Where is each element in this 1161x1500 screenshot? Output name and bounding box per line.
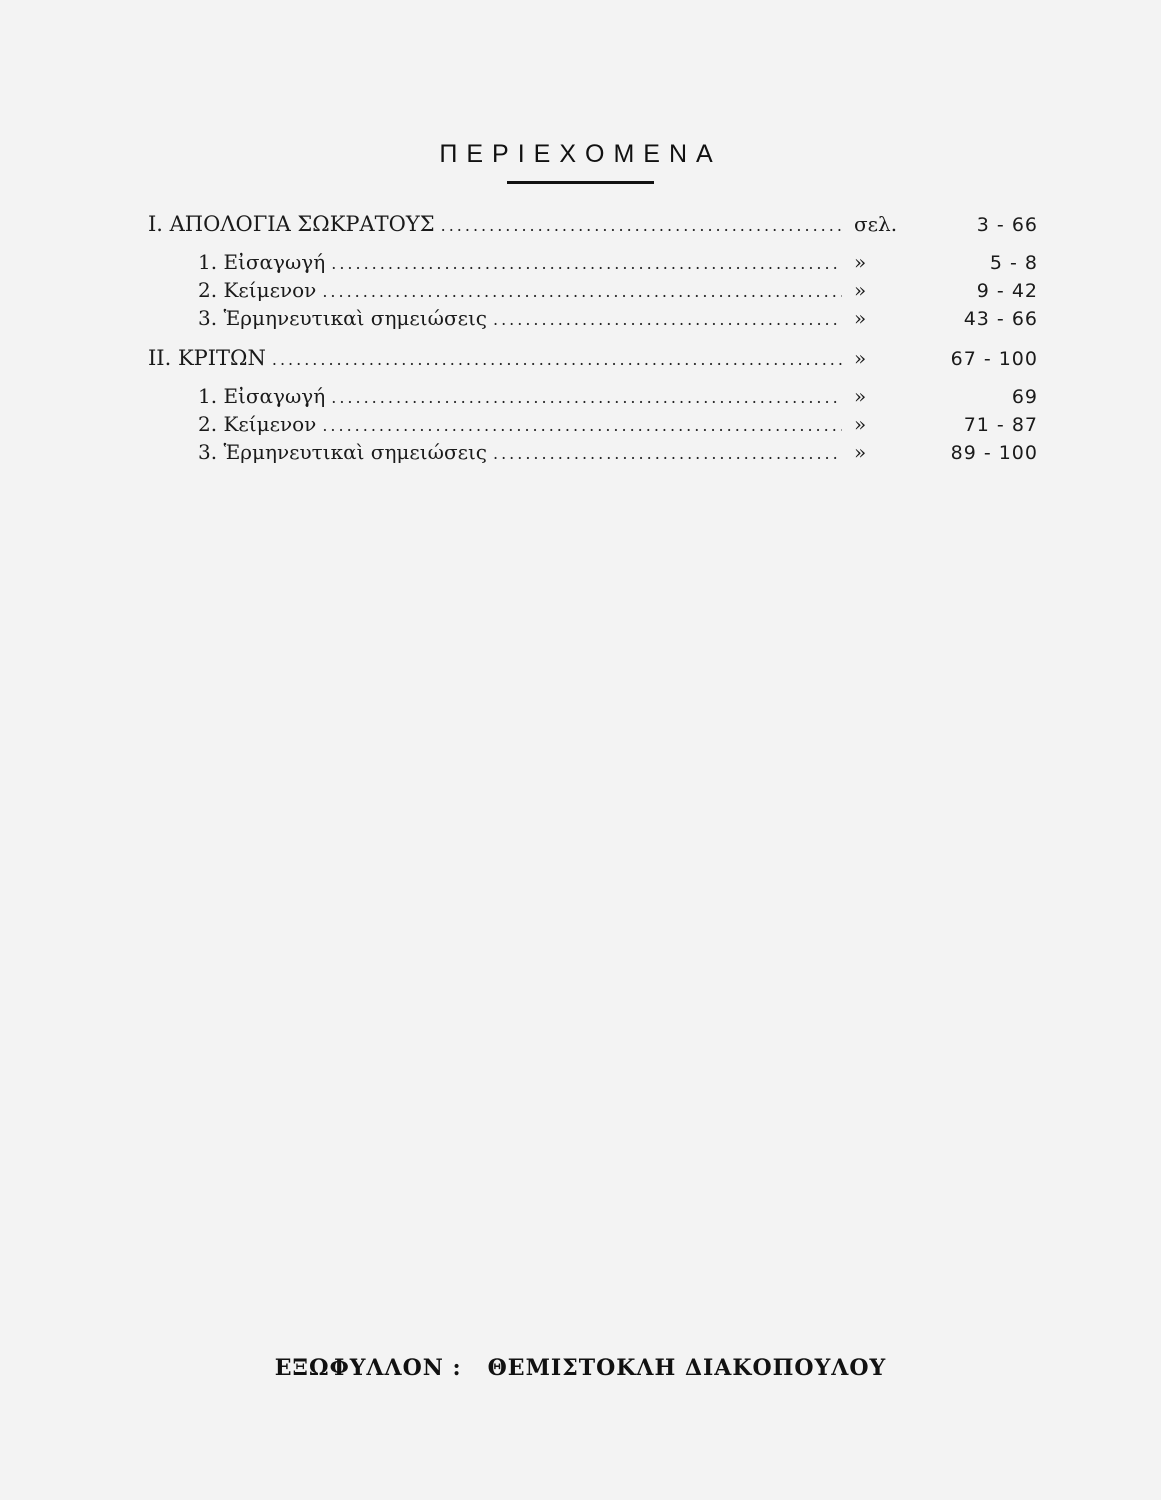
toc-entry-page-marker: » xyxy=(854,412,867,436)
cover-credit-name: ΘΕΜΙΣΤΟΚΛΗ ΔΙΑΚΟΠΟΥΛΟΥ xyxy=(487,1355,887,1381)
toc-entry-section-1 xyxy=(148,212,1038,240)
dot-leader xyxy=(441,216,842,235)
toc-entry-label: I. ΑΠΟΛΟΓΙΑ ΣΩΚΡΑΤΟΥΣ xyxy=(148,212,435,236)
toc-entry-page-marker: » xyxy=(854,250,867,274)
toc-entry-pages: 89 - 100 xyxy=(950,442,1038,464)
toc-entry-pages: 9 - 42 xyxy=(976,280,1038,302)
toc-entry-page-marker: » xyxy=(854,306,867,330)
toc-entry-pages: 69 xyxy=(1011,386,1038,408)
toc-entry-sub xyxy=(148,250,1038,278)
toc-entry-pages: 5 - 8 xyxy=(989,252,1038,274)
toc-entry-page-marker: » xyxy=(854,278,867,302)
dot-leader xyxy=(331,388,842,407)
dot-leader xyxy=(493,444,842,463)
dot-leader xyxy=(272,350,842,369)
toc-entry-label: 3. Ἑρμηνευτικαὶ σημειώσεις xyxy=(198,306,487,330)
dot-leader xyxy=(493,310,842,329)
toc-entry-page-marker: » xyxy=(854,346,867,370)
toc-entry-sub xyxy=(148,384,1038,412)
toc-entry-label: II. ΚΡΙΤΩΝ xyxy=(148,346,266,370)
page-title: ΠΕΡΙΕΧΟΜΕΝΑ xyxy=(439,140,722,168)
toc-entry-label: 2. Κείμενον xyxy=(198,412,317,436)
dot-leader xyxy=(322,282,842,301)
dot-leader xyxy=(331,254,842,273)
title-underline xyxy=(507,181,654,184)
cover-credit xyxy=(0,1355,1161,1381)
table-of-contents xyxy=(148,212,1038,468)
toc-entry-sub xyxy=(148,278,1038,306)
cover-credit-prefix: ΕΞΩΦΥΛΛΟΝ : xyxy=(274,1355,462,1381)
toc-entry-sub xyxy=(148,412,1038,440)
toc-entry-page-marker: » xyxy=(854,384,867,408)
toc-entry-label: 1. Εἰσαγωγή xyxy=(198,384,326,408)
toc-entry-page-marker: » xyxy=(854,440,867,464)
toc-entry-page-marker: σελ. xyxy=(854,212,898,236)
toc-entry-label: 1. Εἰσαγωγή xyxy=(198,250,326,274)
toc-entry-sub xyxy=(148,440,1038,468)
toc-entry-pages: 3 - 66 xyxy=(976,214,1038,236)
dot-leader xyxy=(322,416,842,435)
toc-entry-sub xyxy=(148,306,1038,334)
toc-entry-label: 2. Κείμενον xyxy=(198,278,317,302)
toc-entry-label: 3. Ἑρμηνευτικαὶ σημειώσεις xyxy=(198,440,487,464)
toc-entry-pages: 43 - 66 xyxy=(963,308,1038,330)
toc-entry-pages: 67 - 100 xyxy=(950,348,1038,370)
toc-entry-section-2 xyxy=(148,346,1038,374)
toc-entry-pages: 71 - 87 xyxy=(963,414,1038,436)
